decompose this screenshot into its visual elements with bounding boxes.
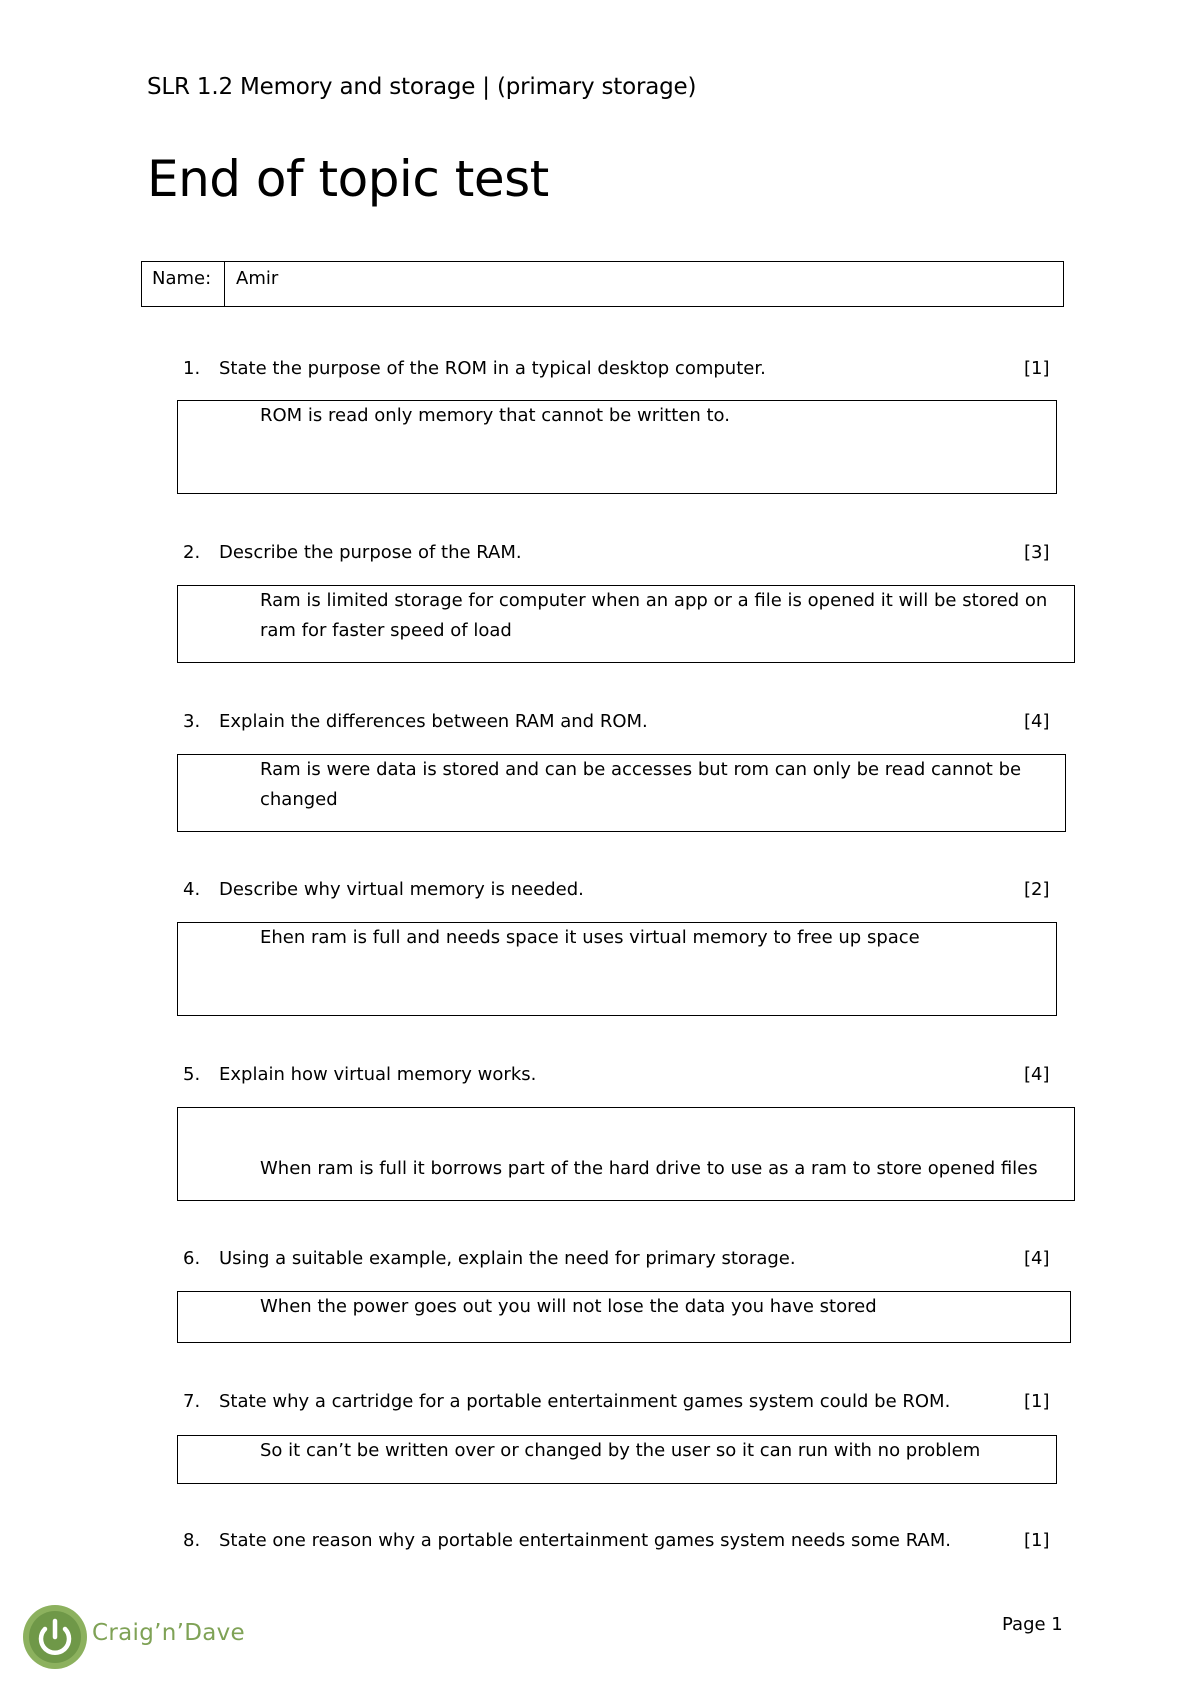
answer-1-text: ROM is read only memory that cannot be written to. [260,405,730,426]
question-2-text: Describe the purpose of the RAM. [219,542,522,563]
question-8-number: 8. [183,1530,201,1551]
brand-name: Craig’n’Dave [92,1620,245,1646]
answer-box-2[interactable] [177,585,1075,663]
question-8-text: State one reason why a portable entertainment games system needs some RAM. [219,1530,952,1551]
answer-box-7[interactable] [177,1435,1057,1484]
question-6-text: Using a suitable example, explain the need for primary storage. [219,1248,796,1269]
question-4-marks: [2] [1024,879,1050,900]
question-3-text: Explain the differences between RAM and ROM. [219,711,648,732]
page-number: Page 1 [1002,1614,1063,1635]
question-3-number: 3. [183,711,201,732]
question-3-marks: [4] [1024,711,1050,732]
question-7-text: State why a cartridge for a portable entertainment games system could be ROM. [219,1391,951,1412]
document-subtitle: SLR 1.2 Memory and storage | (primary storage) [147,74,697,100]
question-1-marks: [1] [1024,358,1050,379]
question-4-number: 4. [183,879,201,900]
question-4-text: Describe why virtual memory is needed. [219,879,584,900]
question-2-marks: [3] [1024,542,1050,563]
answer-3-text: Ram is were data is stored and can be accesses but rom can only be read cannot be changed [260,759,1022,810]
question-1-text: State the purpose of the ROM in a typical desktop computer. [219,358,766,379]
name-field[interactable]: Amir [236,268,279,289]
question-5-marks: [4] [1024,1064,1050,1085]
question-5-number: 5. [183,1064,201,1085]
document-title: End of topic test [147,150,549,208]
name-label: Name: [152,268,212,289]
question-2-number: 2. [183,542,201,563]
question-7-marks: [1] [1024,1391,1050,1412]
question-1-number: 1. [183,358,201,379]
answer-box-1[interactable] [177,400,1057,494]
answer-4-text: Ehen ram is full and needs space it uses virtual memory to free up space [260,927,920,948]
question-6-marks: [4] [1024,1248,1050,1269]
answer-6-text: When the power goes out you will not lose the data you have stored [260,1296,877,1317]
name-table-divider [224,262,225,306]
question-8-marks: [1] [1024,1530,1050,1551]
power-icon [22,1604,88,1670]
answer-box-5[interactable] [177,1107,1075,1201]
answer-box-3[interactable] [177,754,1066,832]
answer-7-text: So it can’t be written over or changed by the user so it can run with no problem [260,1440,981,1461]
question-6-number: 6. [183,1248,201,1269]
answer-box-6[interactable] [177,1291,1071,1343]
question-5-text: Explain how virtual memory works. [219,1064,537,1085]
answer-box-4[interactable] [177,922,1057,1016]
answer-5-text: When ram is full it borrows part of the hard drive to use as a ram to store opened files [260,1158,1038,1179]
answer-2-text: Ram is limited storage for computer when an app or a file is opened it will be stored on ram for faster speed of load [260,590,1048,641]
name-table [141,261,1064,307]
question-7-number: 7. [183,1391,201,1412]
